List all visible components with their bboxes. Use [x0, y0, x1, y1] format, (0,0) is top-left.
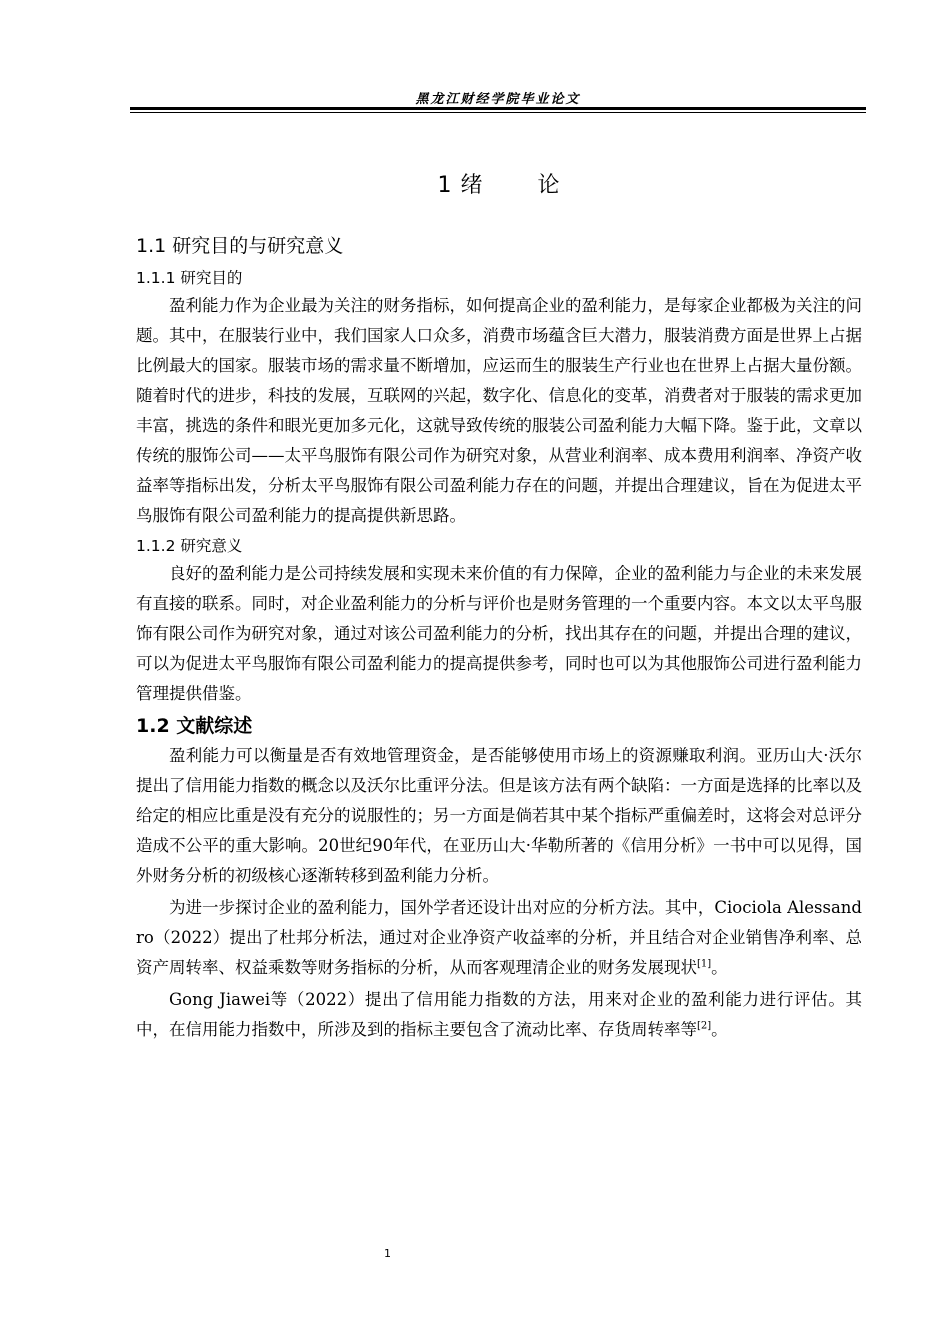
- chapter-title-part2: 论: [537, 173, 561, 198]
- page-content: [136, 160, 862, 1047]
- paragraph-literature-3: [136, 985, 862, 1045]
- subsection-heading-1-1-1: 1.1.1 研究目的: [136, 269, 243, 287]
- chapter-number: 1: [437, 173, 453, 198]
- subsection-heading-1-1-2: 1.1.2 研究意义: [136, 537, 243, 555]
- paragraph-literature-3-text: Gong Jiawei等（2022）提出了信用能力指数的方法，用来对企业的盈利能力进行评估。其中，在信用能力指数中，所涉及到的指标主要包含了流动比率、存货周转率等: [136, 990, 862, 1039]
- paragraph-literature-3-end: 。: [711, 1020, 728, 1039]
- section-heading-1-2: 1.2 文献综述: [136, 715, 253, 737]
- paragraph-research-significance: 良好的盈利能力是公司持续发展和实现未来价值的有力保障，企业的盈利能力与企业的未来发展有直接的联系。同时，对企业盈利能力的分析与评价也是财务管理的一个重要内容。本文以太平鸟服饰有限公司作为研究对象，通过对该公司盈利能力的分析，找出其存在的问题，并提出合理的建议，可以为促进太平鸟服饰有限公司盈利能力的提高提供参考，同时也可以为其他服饰公司进行盈利能力管理提供借鉴。: [136, 564, 862, 703]
- paragraph-research-purpose: 盈利能力作为企业最为关注的财务指标，如何提高企业的盈利能力，是每家企业都极为关注的问题。其中，在服装行业中，我们国家人口众多，消费市场蕴含巨大潜力，服装消费方面是世界上占据比例最大的国家。服装市场的需求量不断增加，应运而生的服装生产行业也在世界上占据大量份额。随着时代的进步，科技的发展，互联网的兴起，数字化、信息化的变革，消费者对于服装的需求更加丰富，挑选的条件和眼光更加多元化，这就导致传统的服装公司盈利能力大幅下降。鉴于此，文章以传统的服饰公司——太平鸟服饰有限公司作为研究对象，从营业利润率、成本费用利润率、净资产收益率等指标出发，分析太平鸟服饰有限公司盈利能力存在的问题，并提出合理建议，旨在为促进太平鸟服饰有限公司盈利能力的提高提供新思路。: [136, 296, 862, 525]
- citation-ref-1: [1]: [697, 958, 712, 970]
- paragraph-literature-2: [136, 893, 862, 983]
- citation-ref-2: [2]: [697, 1020, 712, 1032]
- header-rule-thin: [130, 112, 866, 113]
- chapter-title: [136, 168, 862, 199]
- page-number: 1: [384, 1247, 391, 1260]
- running-header: 黑龙江财经学院毕业论文: [415, 92, 581, 107]
- paragraph-literature-2-text: 为进一步探讨企业的盈利能力，国外学者还设计出对应的分析方法。其中，Ciociola Alessandro（2022）提出了杜邦分析法，通过对企业净资产收益率的分析，并且结合对企业销售净利率、总资产周转率、权益乘数等财务指标的分析，从而客观理清企业的财务发展现状: [136, 898, 862, 977]
- paragraph-literature-2-end: 。: [711, 958, 728, 977]
- section-heading-1-1: 1.1 研究目的与研究意义: [136, 235, 344, 257]
- chapter-title-part1: 绪: [460, 173, 484, 198]
- paragraph-literature-1: 盈利能力可以衡量是否有效地管理资金，是否能够使用市场上的资源赚取利润。亚历山大·沃尔提出了信用能力指数的概念以及沃尔比重评分法。但是该方法有两个缺陷：一方面是选择的比率以及给定的相应比重是没有充分的说服性的；另一方面是倘若其中某个指标严重偏差时，这将会对总评分造成不公平的重大影响。20世纪90年代，在亚历山大·华勒所著的《信用分析》一书中可以见得，国外财务分析的初级核心逐渐转移到盈利能力分析。: [136, 746, 862, 885]
- header-rule-thick: [130, 107, 866, 110]
